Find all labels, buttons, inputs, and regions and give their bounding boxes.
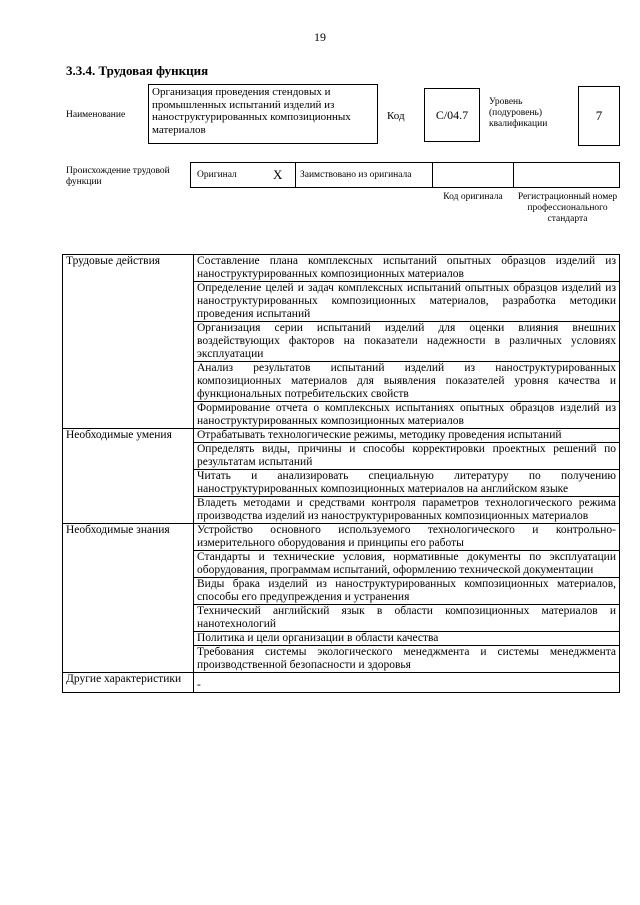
table-row	[63, 673, 620, 693]
level-label: Уровень (подуровень) квалификации	[489, 97, 548, 129]
list-item: Составление плана комплексных испытаний опытных образцов изделий из наноструктурированных композиционных материалов	[194, 255, 620, 282]
reg-number-caption: Регистрационный номер профессионального стандарта	[517, 192, 618, 224]
list-item: Анализ результатов испытаний изделий из наноструктурированных композиционных материалов для выявления показателей уровня качества и функциональных потребительских свойств	[194, 362, 620, 402]
borrowed-cell	[295, 162, 433, 188]
list-item: -	[194, 673, 620, 693]
function-table	[62, 254, 620, 693]
table-row	[63, 255, 620, 282]
list-item: Определять виды, причины и способы корректировки проектных решений по результатам испытаний	[194, 443, 620, 470]
code-value: C/04.7	[424, 88, 480, 142]
original-mark: X	[273, 167, 283, 182]
list-item: Политика и цели организации в области качества	[194, 632, 620, 646]
row-label: Другие характеристики	[63, 673, 194, 693]
list-item: Устройство основного используемого технологического и контрольно-измерительного оборудования и принципы его работы	[194, 524, 620, 551]
row-label: Необходимые знания	[63, 524, 194, 673]
list-item: Требования системы экологического менеджмента и системы менеджмента производственной безопасности и здоровья	[194, 646, 620, 673]
list-item: Виды брака изделий из наноструктурированных композиционных материалов, способы его предупреждения и устранения	[194, 578, 620, 605]
function-name: Организация проведения стендовых и промышленных испытаний изделий из наноструктурированных композиционных материалов	[148, 84, 378, 144]
section-title: 3.3.4. Трудовая функция	[66, 63, 209, 78]
list-item: Читать и анализировать специальную литературу по получению наноструктурированных композиционных материалов на английском языке	[194, 470, 620, 497]
list-item: Определение целей и задач комплексных испытаний опытных образцов изделий из наноструктурированных композиционных материалов, разработка методики проведения испытаний	[194, 282, 620, 322]
code-original-caption: Код оригинала	[443, 192, 503, 202]
list-item: Технический английский язык в области композиционных материалов и нанотехнологий	[194, 605, 620, 632]
list-item: Организация серии испытаний изделий для оценки влияния внешних воздействующих факторов на показатели надежности в различных условиях эксплуатации	[194, 322, 620, 362]
name-label: Наименование	[66, 110, 126, 120]
reg-number-cell	[513, 162, 620, 188]
level-value: 7	[578, 86, 620, 146]
origin-label: Происхождение трудовой функции	[66, 166, 170, 187]
table-row	[63, 429, 620, 443]
table-row	[63, 524, 620, 551]
row-label: Необходимые умения	[63, 429, 194, 524]
original-label: Оригинал	[197, 170, 237, 180]
page-number: 19	[314, 30, 326, 44]
borrowed-label: Заимствовано из оригинала	[300, 170, 412, 180]
list-item: Стандарты и технические условия, нормативные документы по эксплуатации оборудования, программам испытаний, оформлению технической документации	[194, 551, 620, 578]
row-label: Трудовые действия	[63, 255, 194, 429]
code-original-cell	[432, 162, 514, 188]
list-item: Отрабатывать технологические режимы, методику проведения испытаний	[194, 429, 620, 443]
code-label: Код	[387, 110, 405, 122]
list-item: Владеть методами и средствами контроля параметров технологического режима производства изделий из наноструктурированных композиционных материалов	[194, 497, 620, 524]
original-cell	[190, 162, 296, 188]
list-item: Формирование отчета о комплексных испытаниях опытных образцов изделий из наноструктурированных композиционных материалов	[194, 402, 620, 429]
